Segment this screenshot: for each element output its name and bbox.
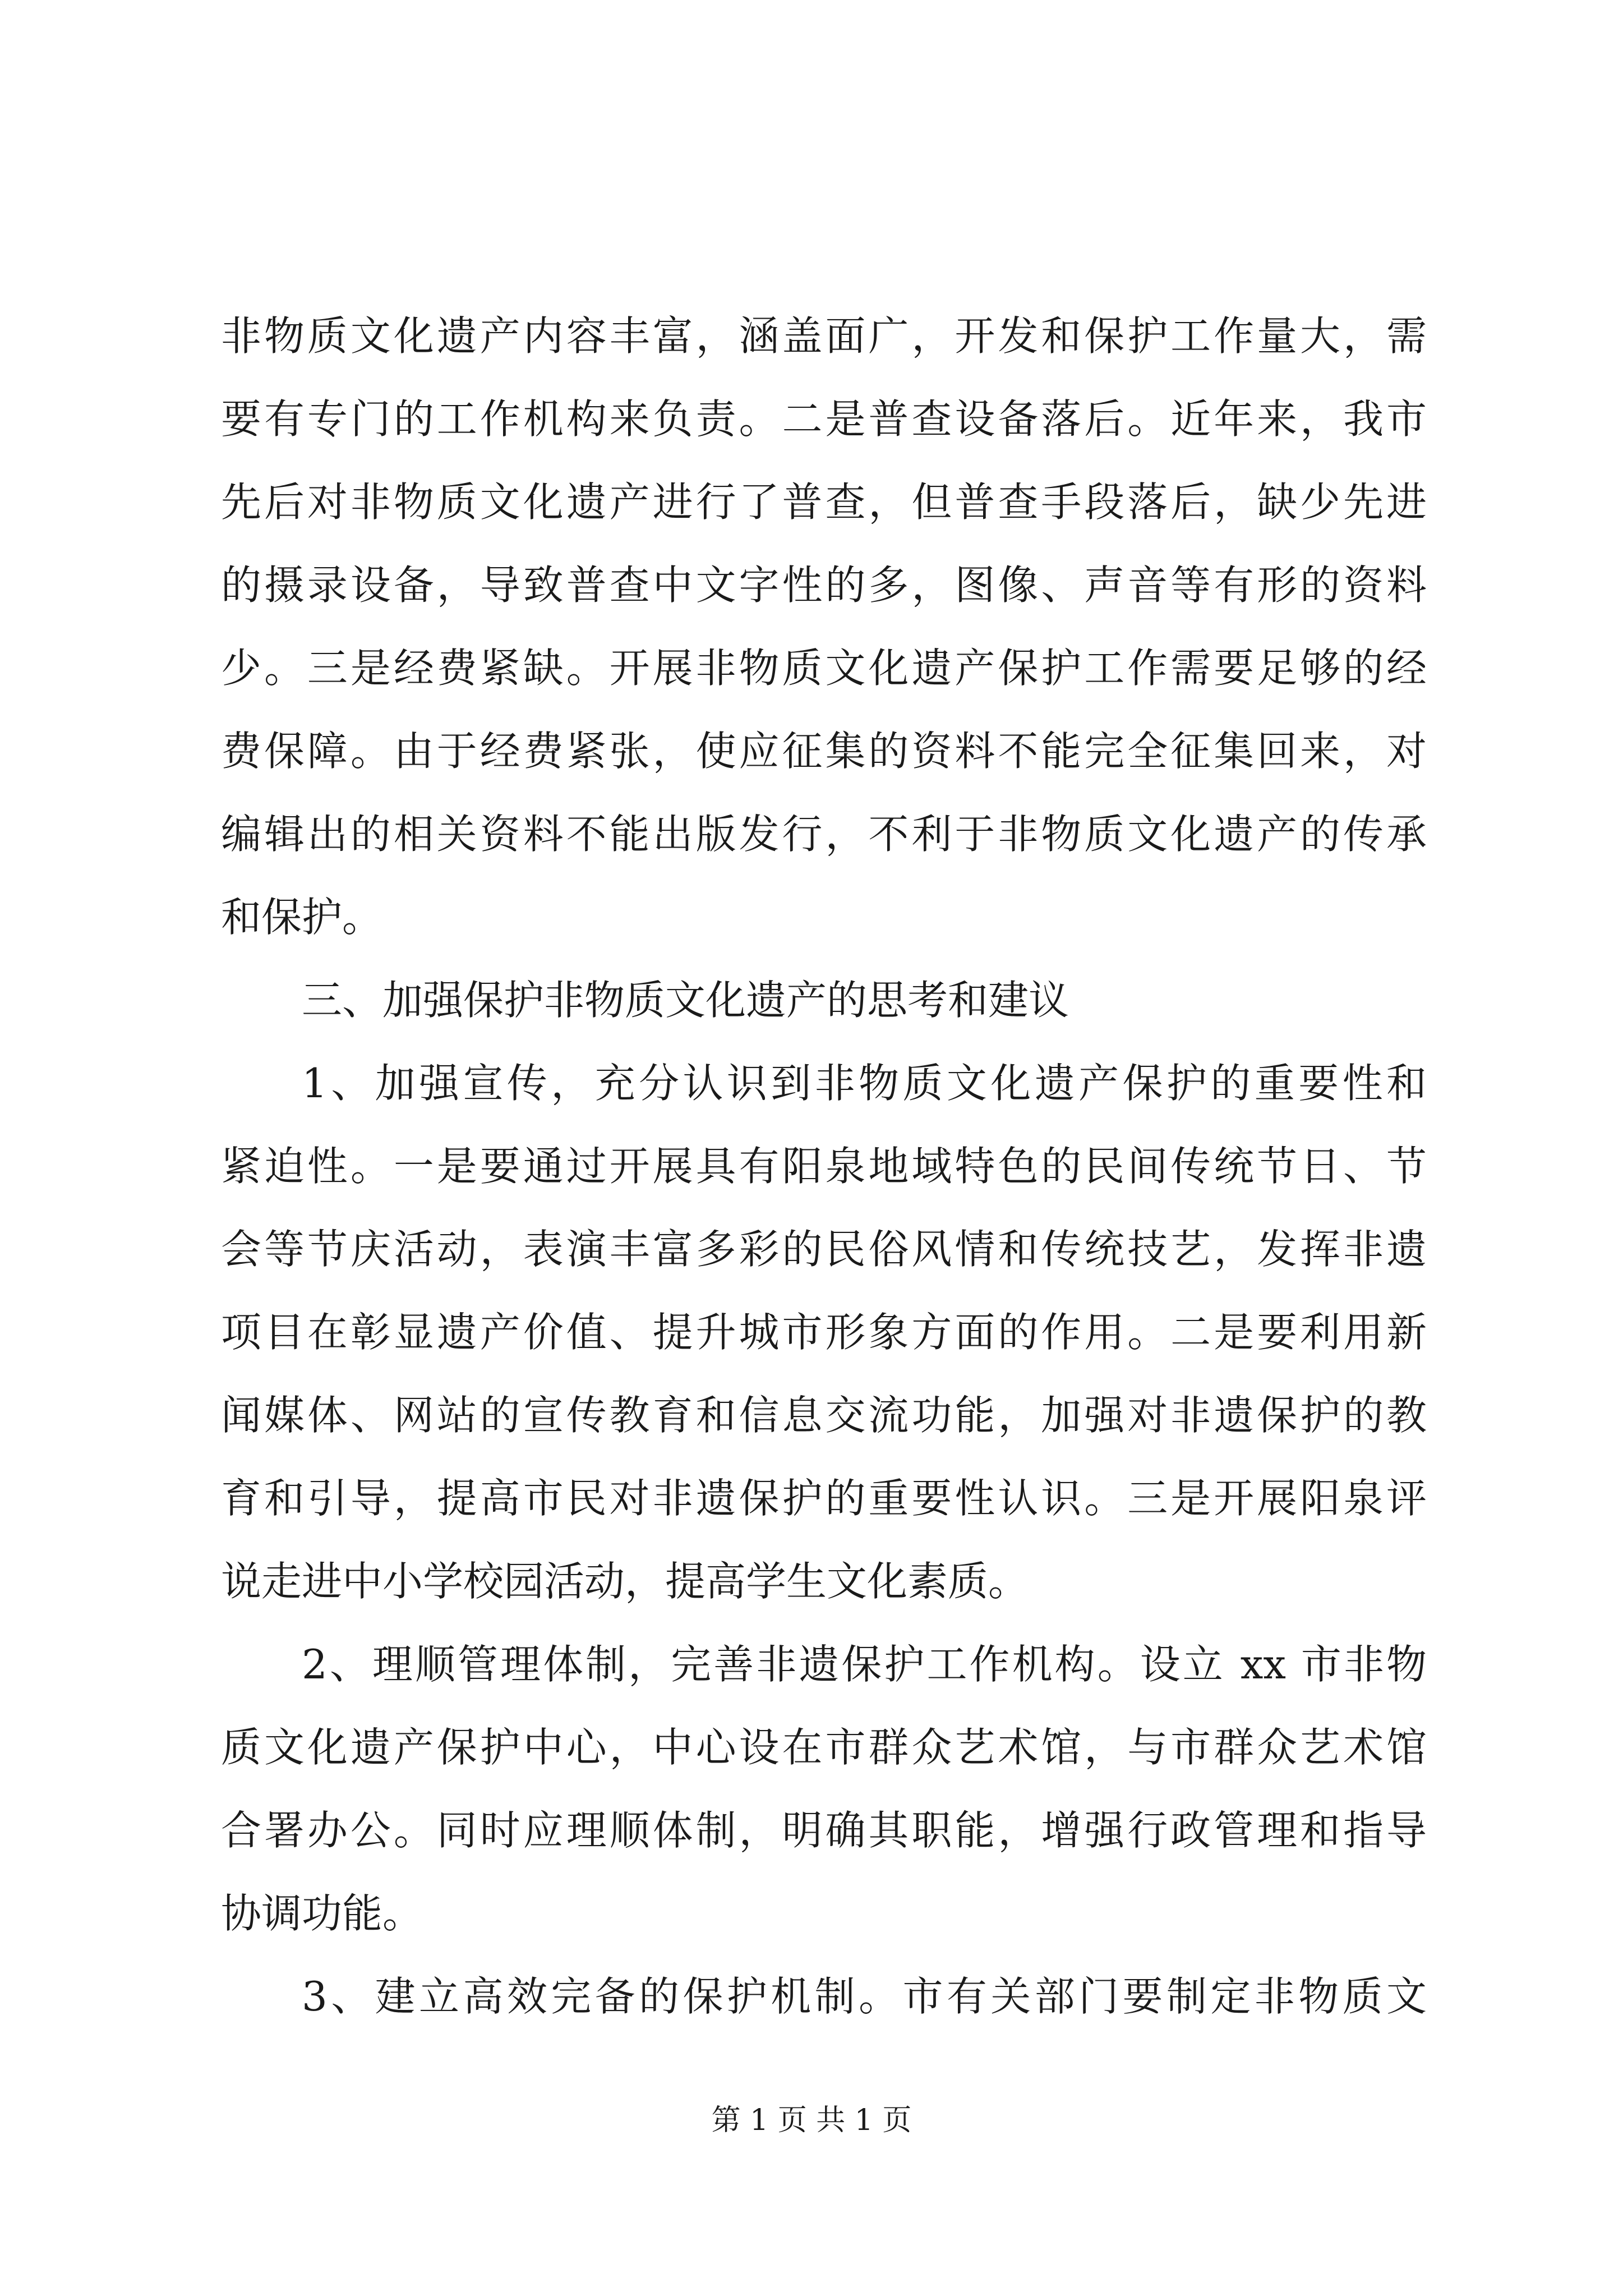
paragraph-line: 和保护。 xyxy=(221,894,383,941)
paragraph-line: 非物质文化遗产内容丰富，涵盖面广，开发和保护工作量大，需 xyxy=(221,312,1427,360)
paragraph-line: 闻媒体、网站的宣传教育和信息交流功能，加强对非遗保护的教 xyxy=(221,1392,1427,1439)
paragraph-line: 先后对非物质文化遗产进行了普查，但普查手段落后，缺少先进 xyxy=(221,478,1427,526)
page-footer: 第 1 页 共 1 页 xyxy=(711,2104,912,2137)
paragraph-line: 编辑出的相关资料不能出版发行，不利于非物质文化遗产的传承 xyxy=(221,811,1427,858)
paragraph-line: 说走进中小学校园活动，提高学生文化素质。 xyxy=(221,1558,1029,1605)
paragraph-line: 3、建立高效完备的保护机制。市有关部门要制定非物质文 xyxy=(302,1973,1427,2020)
paragraph-line: 合署办公。同时应理顺体制，明确其职能，增强行政管理和指导 xyxy=(221,1807,1427,1854)
paragraph-line: 少。三是经费紧缺。开展非物质文化遗产保护工作需要足够的经 xyxy=(221,645,1427,692)
paragraph-line: 的摄录设备，导致普查中文字性的多，图像、声音等有形的资料 xyxy=(221,562,1427,609)
paragraph-line: 2、理顺管理体制，完善非遗保护工作机构。设立 xx 市非物 xyxy=(302,1641,1427,1688)
paragraph-line: 育和引导，提高市民对非遗保护的重要性认识。三是开展阳泉评 xyxy=(221,1475,1427,1522)
paragraph-line: 紧迫性。一是要通过开展具有阳泉地域特色的民间传统节日、节 xyxy=(221,1143,1427,1190)
paragraph-line: 要有专门的工作机构来负责。二是普查设备落后。近年来，我市 xyxy=(221,395,1427,443)
paragraph-line: 协调功能。 xyxy=(221,1890,423,1937)
paragraph-line: 项目在彰显遗产价值、提升城市形象方面的作用。二是要利用新 xyxy=(221,1309,1427,1356)
paragraph-line: 1、加强宣传，充分认识到非物质文化遗产保护的重要性和 xyxy=(302,1060,1427,1107)
paragraph-line: 会等节庆活动，表演丰富多彩的民俗风情和传统技艺，发挥非遗 xyxy=(221,1226,1427,1273)
paragraph-line: 费保障。由于经费紧张，使应征集的资料不能完全征集回来，对 xyxy=(221,728,1427,775)
paragraph-line: 质文化遗产保护中心，中心设在市群众艺术馆，与市群众艺术馆 xyxy=(221,1724,1427,1771)
section-heading: 三、加强保护非物质文化遗产的思考和建议 xyxy=(302,977,1069,1024)
